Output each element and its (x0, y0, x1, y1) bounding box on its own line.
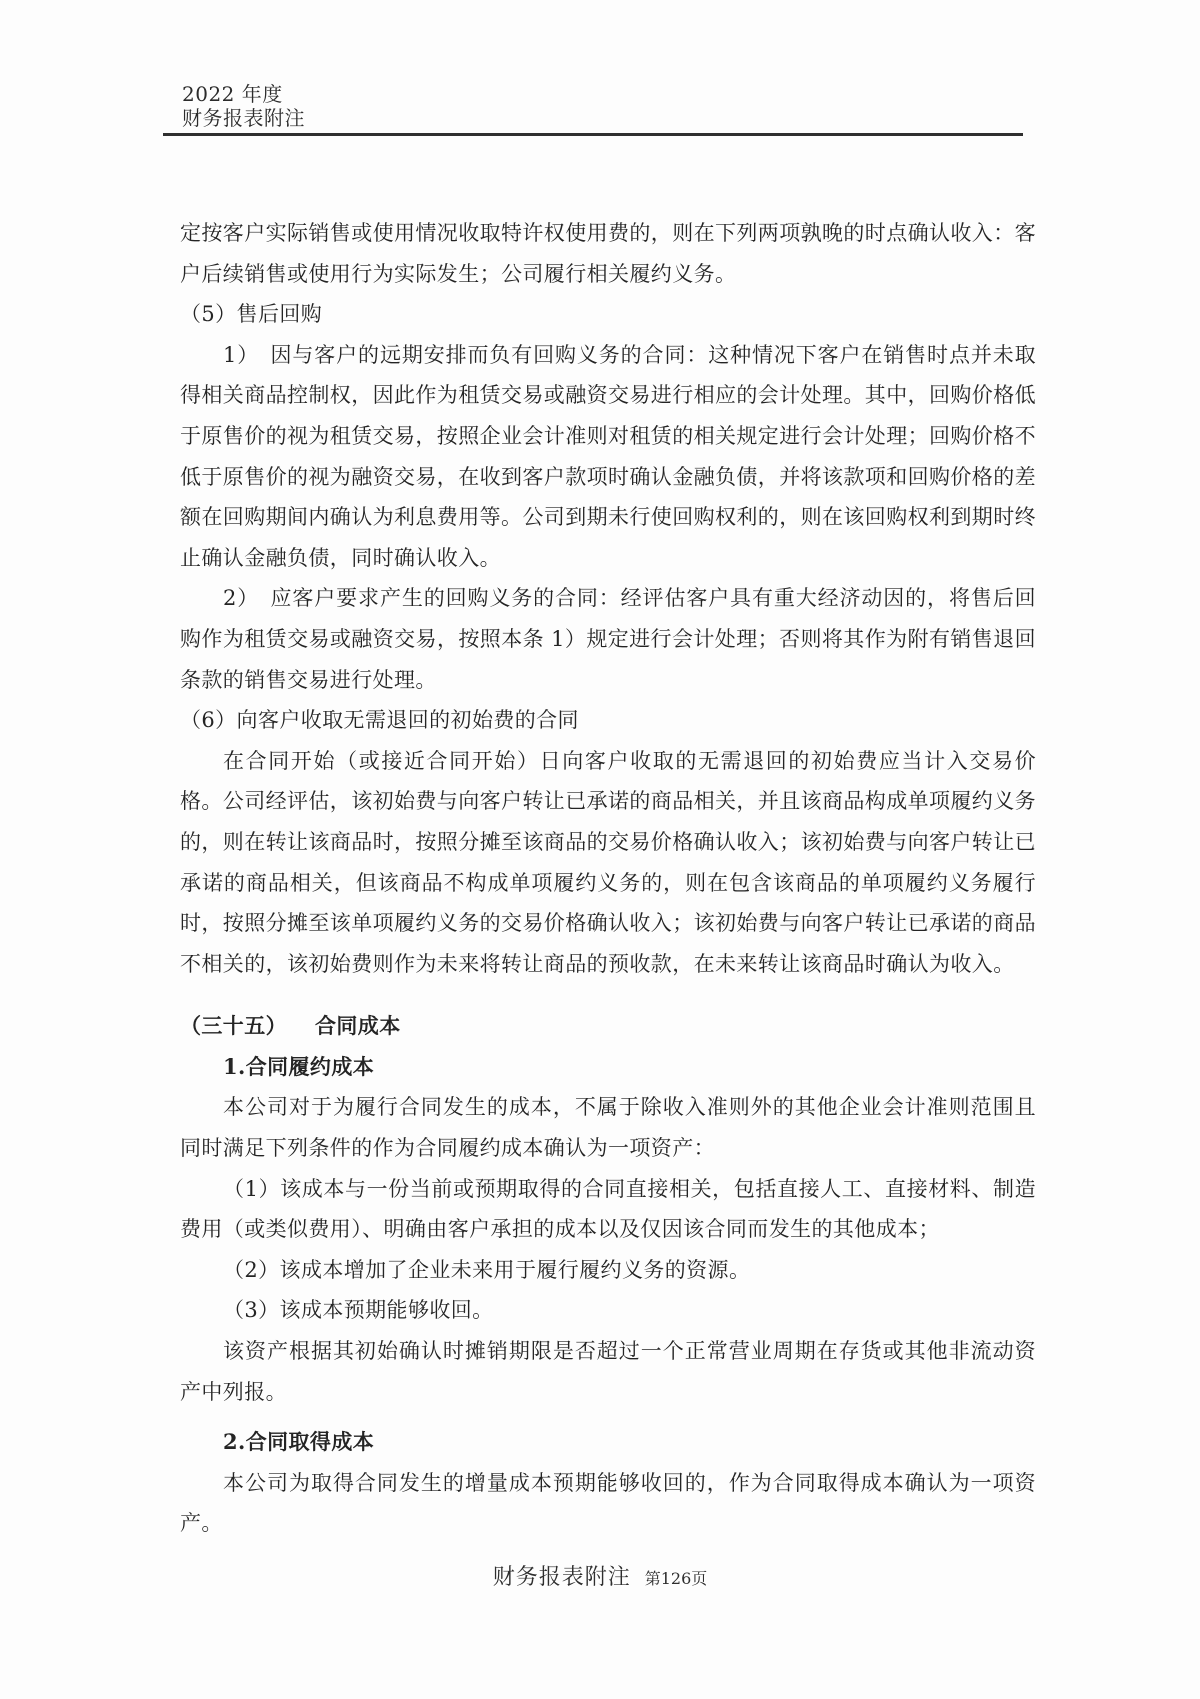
paragraph-fulfilment-condition-1: （1）该成本与一份当前或预期取得的合同直接相关，包括直接人工、直接材料、制造费用（或类似费用）、明确由客户承担的成本以及仅因该合同而发生的其他成本； (180, 1176, 1036, 1242)
header-year: 2022 年度 (182, 82, 283, 106)
section-number: （三十五） (180, 1013, 287, 1039)
paragraph-royalty-continuation: 定按客户实际销售或使用情况收取特许权使用费的，则在下列两项孰晚的时点确认收入：客户后续销售或使用行为实际发生；公司履行相关履约义务。 (180, 221, 1036, 286)
paragraph-acquisition-cost: 本公司为取得合同发生的增量成本预期能够收回的，作为合同取得成本确认为一项资产。 (180, 1470, 1036, 1536)
document-body (180, 213, 1036, 1544)
paragraph-fulfilment-condition-3: （3）该成本预期能够收回。 (223, 1298, 494, 1323)
header-rule (163, 133, 1023, 136)
heading-item-5-after-sales-repurchase: （5）售后回购 (180, 302, 323, 327)
section-title: 合同成本 (315, 1013, 401, 1039)
header-doc-title: 财务报表附注 (182, 106, 305, 130)
heading-item-6-initial-fee: （6）向客户收取无需退回的初始费的合同 (180, 708, 579, 733)
paragraph-asset-presentation: 该资产根据其初始确认时摊销期限是否超过一个正常营业周期在存货或其他非流动资产中列报。 (180, 1339, 1036, 1404)
footer-doc-title: 财务报表附注 (492, 1565, 631, 1590)
subheading-1-contract-fulfilment-cost: 1.合同履约成本 (223, 1053, 375, 1079)
paragraph-repurchase-forward-arrangement: 1） 因与客户的远期安排而负有回购义务的合同：这种情况下客户在销售时点并未取得相关商品控制权，因此作为租赁交易或融资交易进行相应的会计处理。其中，回购价格低于原售价的视为租赁交易，按照企业会计准则对租赁的相关规定进行会计处理；回购价格不低于原售价的视为融资交易，在收到客户款项时确认金融负债，并将该款项和回购价格的差额在回购期间内确认为利息费用等。公司到期未行使回购权利的，则在该回购权利到期时终止确认金融负债，同时确认收入。 (180, 342, 1036, 570)
paragraph-initial-fee: 在合同开始（或接近合同开始）日向客户收取的无需退回的初始费应当计入交易价格。公司经评估，该初始费与向客户转让已承诺的商品相关，并且该商品构成单项履约义务的，则在转让该商品时，按照分摊至该商品的交易价格确认收入；该初始费与向客户转让已承诺的商品相关，但该商品不构成单项履约义务的，则在包含该商品的单项履约义务履行时，按照分摊至该单项履约义务的交易价格确认收入；该初始费与向客户转让已承诺的商品不相关的，该初始费则作为未来将转让商品的预收款，在未来转让该商品时确认为收入。 (180, 748, 1036, 976)
section-heading-35-contract-cost (180, 1006, 1036, 1047)
page-footer (0, 1560, 1200, 1591)
paragraph-fulfilment-condition-2: （2）该成本增加了企业未来用于履行履约义务的资源。 (223, 1257, 751, 1282)
running-header (182, 82, 305, 130)
paragraph-fulfilment-cost-intro: 本公司对于为履行合同发生的成本，不属于除收入准则外的其他企业会计准则范围且同时满足下列条件的作为合同履约成本确认为一项资产： (180, 1095, 1036, 1161)
subheading-2-contract-acquisition-cost: 2.合同取得成本 (223, 1429, 375, 1455)
paragraph-repurchase-customer-request: 2） 应客户要求产生的回购义务的合同：经评估客户具有重大经济动因的，将售后回购作为租赁交易或融资交易，按照本条 1）规定进行会计处理；否则将其作为附有销售退回条款的销售交易进行处理。 (180, 586, 1036, 692)
footer-page-number: 第126页 (644, 1569, 708, 1588)
